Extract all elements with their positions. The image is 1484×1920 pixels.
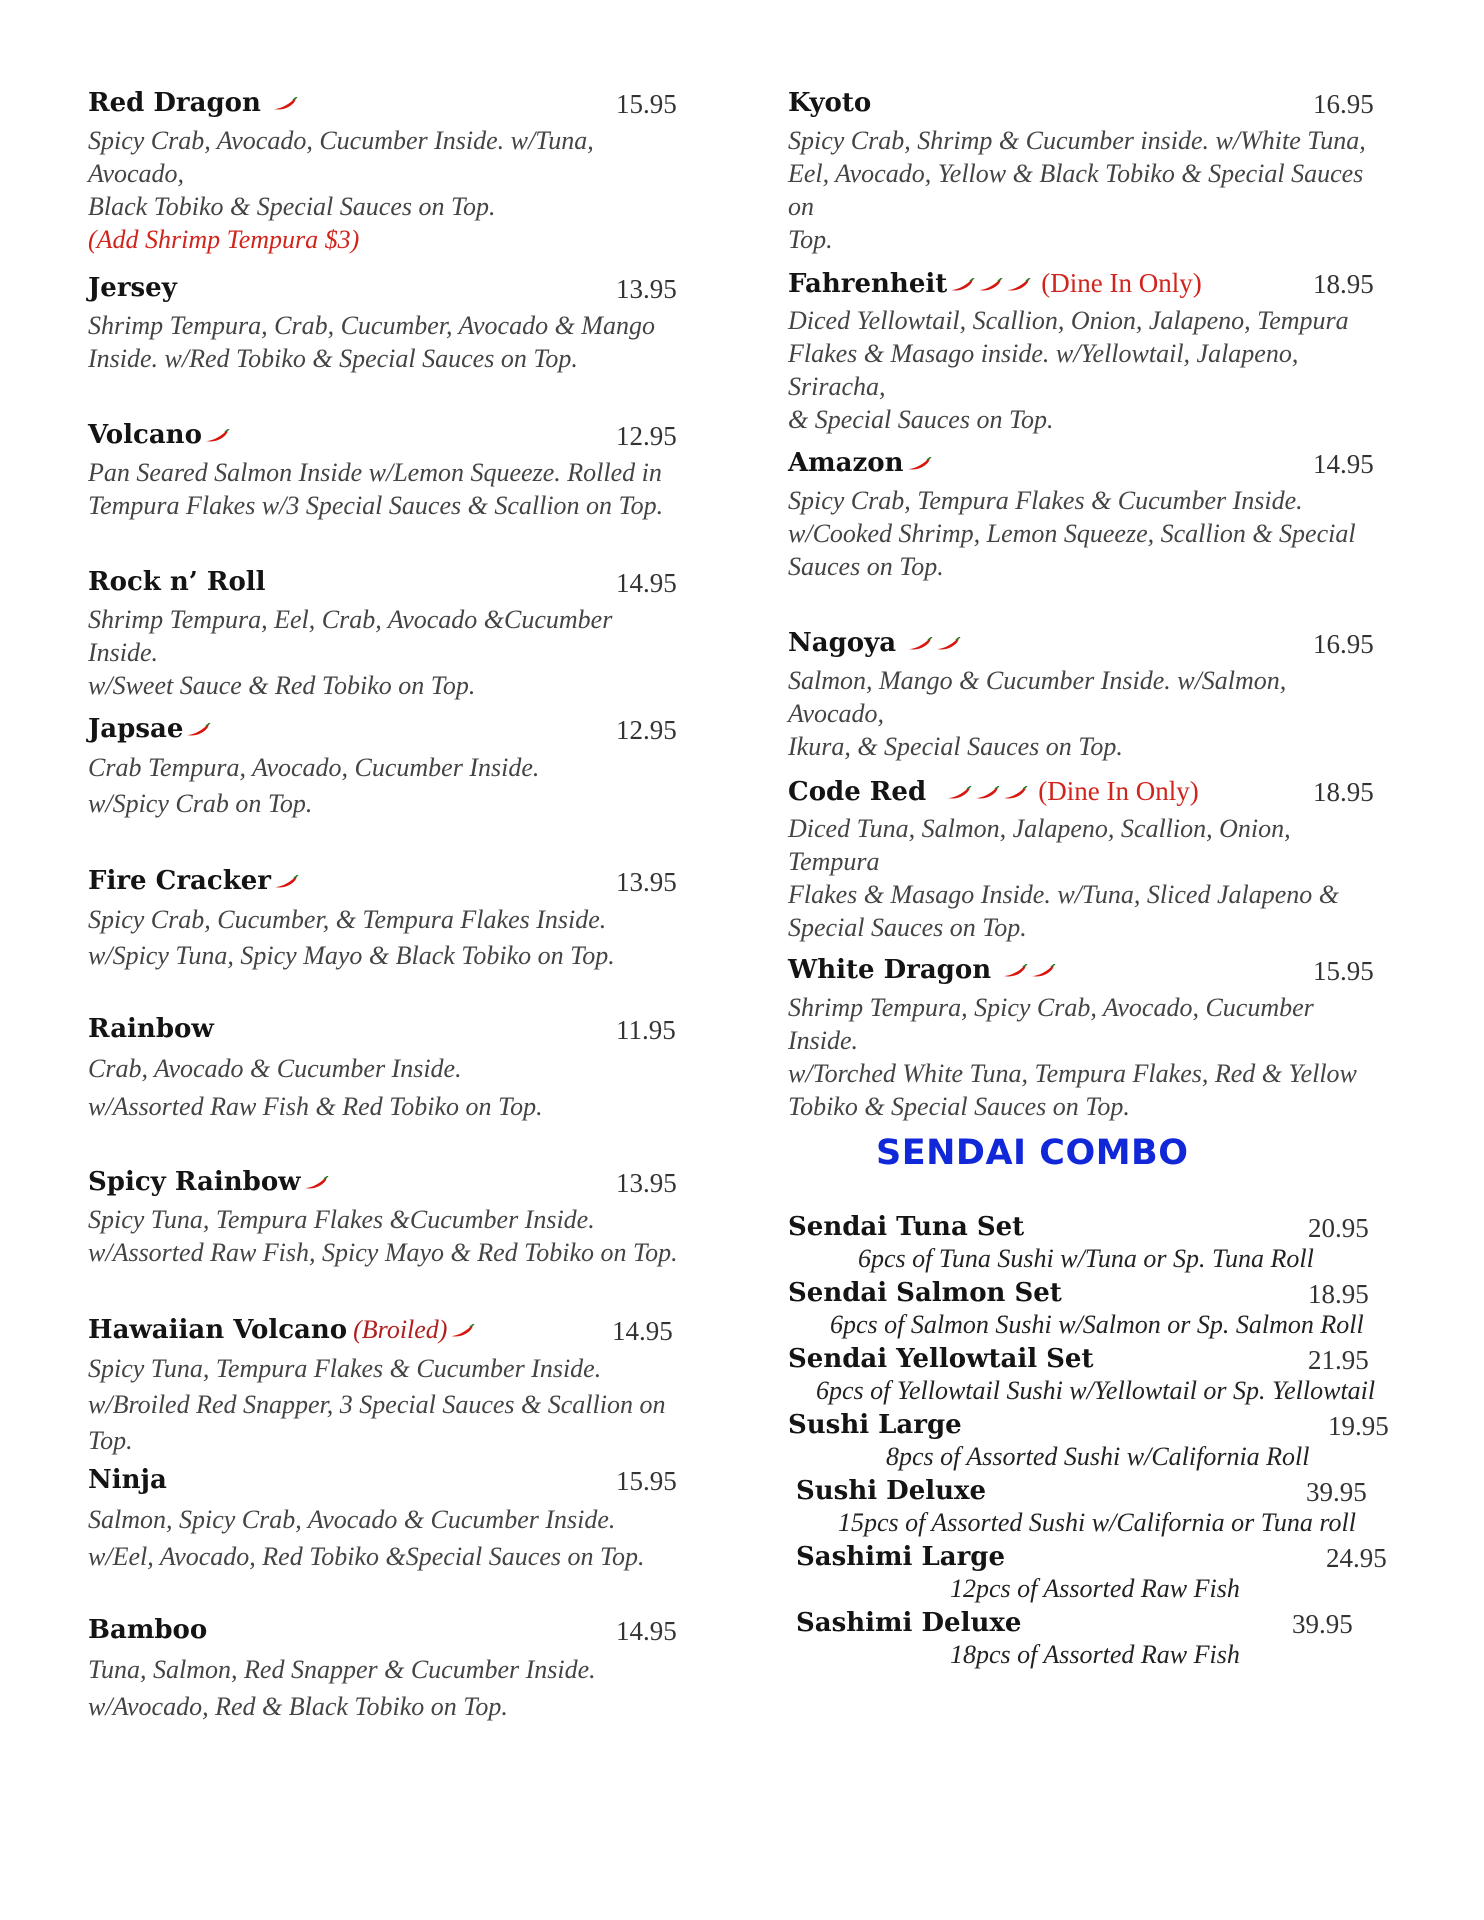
item-description: 6pcs of Tuna Sushi w/Tuna or Sp. Tuna Roll (858, 1244, 1314, 1273)
item-name: Ninja (88, 1465, 167, 1495)
item-price: 15.95 (616, 89, 677, 119)
pepper-icon (272, 97, 298, 111)
dine-in-only-tag: (Dine In Only) (1038, 776, 1199, 806)
item-name: Spicy Rainbow (88, 1167, 301, 1197)
menu-item-nagoya (788, 628, 1388, 763)
menu-item-fire-cracker (88, 866, 688, 974)
menu-item-ninja (88, 1465, 688, 1575)
item-name: Fire Cracker (88, 866, 271, 896)
item-description: 8pcs of Assorted Sushi w/California Roll (886, 1442, 1310, 1471)
item-description: Shrimp Tempura, Eel, Crab, Avocado &Cucumber Inside. w/Sweet Sauce & Red Tobiko on Top. (88, 605, 613, 700)
item-description: Spicy Crab, Shrimp & Cucumber inside. w/White Tuna, Eel, Avocado, Yellow & Black Tobiko & Special Sauces on Top. (788, 126, 1366, 254)
menu-item-amazon (788, 448, 1388, 583)
item-description: Tuna, Salmon, Red Snapper & Cucumber Inside. w/Avocado, Red & Black Tobiko on Top. (88, 1655, 596, 1721)
pepper-icon (977, 278, 1003, 292)
item-description: Spicy Crab, Avocado, Cucumber Inside. w/Tuna, Avocado, Black Tobiko & Special Sauces on Top. (88, 126, 594, 221)
item-description: 15pcs of Assorted Sushi w/California or Tuna roll (838, 1508, 1356, 1537)
item-description: Shrimp Tempura, Spicy Crab, Avocado, Cucumber Inside. w/Torched White Tuna, Tempura Flakes, Red & Yellow Tobiko & Special Sauces on Top. (788, 993, 1357, 1121)
item-price: 12.95 (616, 715, 677, 745)
menu-item-fahrenheit (788, 268, 1388, 436)
pepper-icon (1002, 964, 1028, 978)
item-name: Bamboo (88, 1615, 208, 1645)
item-name: Sendai Yellowtail Set (788, 1344, 1094, 1374)
pepper-icon (974, 786, 1000, 800)
item-price: 21.95 (1308, 1345, 1369, 1375)
menu-item-red-dragon (88, 88, 688, 257)
pepper-icon (935, 637, 961, 651)
menu-item-jersey (88, 273, 688, 375)
pepper-icon (906, 457, 932, 471)
item-description: 18pcs of Assorted Raw Fish (950, 1640, 1240, 1669)
item-price: 15.95 (616, 1466, 677, 1496)
item-name: Sendai Salmon Set (788, 1278, 1062, 1308)
menu-item-hawaiian-volcano (88, 1315, 688, 1459)
item-price: 15.95 (1313, 956, 1374, 986)
item-description: Salmon, Spicy Crab, Avocado & Cucumber Inside. w/Eel, Avocado, Red Tobiko &Special Sauces on Top. (88, 1505, 645, 1571)
item-name: Japsae (88, 714, 184, 744)
item-price: 19.95 (1328, 1411, 1389, 1441)
dine-in-only-tag: (Dine In Only) (1041, 268, 1202, 298)
item-description: Spicy Tuna, Tempura Flakes & Cucumber Inside. w/Broiled Red Snapper, 3 Special Sauces & Scallion on Top. (88, 1354, 666, 1455)
menu-item-bamboo (88, 1615, 688, 1725)
item-description: Diced Tuna, Salmon, Jalapeno, Scallion, Onion, Tempura Flakes & Masago Inside. w/Tuna, Sliced Jalapeno & Special Sauces on Top. (788, 814, 1339, 942)
item-price: 14.95 (612, 1316, 673, 1346)
item-description: 6pcs of Yellowtail Sushi w/Yellowtail or Sp. Yellowtail (816, 1376, 1376, 1405)
menu-item-rock-n-roll (88, 567, 688, 702)
item-name: Code Red (788, 777, 927, 807)
item-tag: (Broiled) (353, 1315, 448, 1344)
item-price: 20.95 (1308, 1213, 1369, 1243)
item-description: Spicy Crab, Cucumber, & Tempura Flakes Inside. w/Spicy Tuna, Spicy Mayo & Black Tobiko on Top. (88, 905, 615, 970)
item-price: 14.95 (616, 568, 677, 598)
item-description: Crab Tempura, Avocado, Cucumber Inside. w/Spicy Crab on Top. (88, 753, 540, 818)
pepper-icon (204, 429, 230, 443)
menu-item-spicy-rainbow (88, 1167, 688, 1269)
item-price: 18.95 (1313, 269, 1374, 299)
item-name: Rock n’ Roll (88, 567, 266, 597)
item-description: Crab, Avocado & Cucumber Inside. w/Assorted Raw Fish & Red Tobiko on Top. (88, 1054, 543, 1121)
item-name: Volcano (88, 420, 202, 450)
pepper-icon (907, 637, 933, 651)
menu-item-code-red (788, 776, 1388, 944)
item-price: 39.95 (1292, 1609, 1353, 1639)
item-name: Sashimi Deluxe (796, 1608, 1022, 1638)
pepper-icon (449, 1324, 475, 1338)
pepper-icon (1030, 964, 1056, 978)
item-description: 12pcs of Assorted Raw Fish (950, 1574, 1240, 1603)
item-description: Diced Yellowtail, Scallion, Onion, Jalapeno, Tempura Flakes & Masago inside. w/Yellowtail, Jalapeno, Sriracha, & Special Sauces on Top. (788, 306, 1349, 434)
item-price: 14.95 (1313, 449, 1374, 479)
pepper-icon (1002, 786, 1028, 800)
item-name: Sashimi Large (796, 1542, 1006, 1572)
pepper-icon (949, 278, 975, 292)
item-price: 16.95 (1313, 89, 1374, 119)
item-price: 18.95 (1313, 777, 1374, 807)
pepper-icon (1005, 278, 1031, 292)
item-price: 11.95 (616, 1015, 676, 1045)
item-name: Sushi Deluxe (796, 1476, 987, 1506)
menu-item-kyoto (788, 88, 1388, 256)
pepper-icon (185, 723, 211, 737)
item-price: 12.95 (616, 421, 677, 451)
item-price: 13.95 (616, 867, 677, 897)
item-description: Pan Seared Salmon Inside w/Lemon Squeeze. Rolled in Tempura Flakes w/3 Special Sauces & Scallion on Top. (88, 458, 664, 520)
pepper-icon (946, 786, 972, 800)
pepper-icon (303, 1176, 329, 1190)
item-description: 6pcs of Salmon Sushi w/Salmon or Sp. Salmon Roll (830, 1310, 1364, 1339)
item-note: (Add Shrimp Tempura $3) (88, 225, 360, 254)
item-name: Hawaiian Volcano (88, 1315, 348, 1345)
item-name: White Dragon (788, 955, 992, 985)
item-name: Fahrenheit (788, 269, 948, 299)
item-name: Sushi Large (788, 1410, 962, 1440)
item-price: 13.95 (616, 274, 677, 304)
item-price: 39.95 (1306, 1477, 1367, 1507)
menu-item-rainbow (88, 1014, 688, 1126)
menu-item-white-dragon (788, 955, 1388, 1123)
item-name: Amazon (788, 448, 904, 478)
item-name: Red Dragon (88, 88, 261, 118)
item-price: 24.95 (1326, 1543, 1387, 1573)
menu-item-japsae (88, 714, 688, 822)
item-name: Jersey (88, 273, 177, 303)
item-name: Nagoya (788, 628, 897, 658)
item-name: Rainbow (88, 1014, 214, 1044)
menu-item-volcano (88, 420, 688, 522)
item-description: Salmon, Mango & Cucumber Inside. w/Salmon, Avocado, Ikura, & Special Sauces on Top. (788, 666, 1287, 761)
item-name: Sendai Tuna Set (788, 1212, 1025, 1242)
section-title-sendai-combo: SENDAI COMBO (876, 1133, 1189, 1173)
item-name: Kyoto (788, 88, 872, 118)
item-description: Spicy Crab, Tempura Flakes & Cucumber Inside. w/Cooked Shrimp, Lemon Squeeze, Scallion & Special Sauces on Top. (788, 486, 1356, 581)
item-description: Spicy Tuna, Tempura Flakes &Cucumber Inside. w/Assorted Raw Fish, Spicy Mayo & Red Tobiko on Top. (88, 1205, 678, 1267)
item-price: 16.95 (1313, 629, 1374, 659)
item-price: 18.95 (1308, 1279, 1369, 1309)
item-price: 14.95 (616, 1616, 677, 1646)
item-price: 13.95 (616, 1168, 677, 1198)
item-description: Shrimp Tempura, Crab, Cucumber, Avocado & Mango Inside. w/Red Tobiko & Special Sauces on Top. (88, 311, 655, 373)
pepper-icon (273, 875, 299, 889)
